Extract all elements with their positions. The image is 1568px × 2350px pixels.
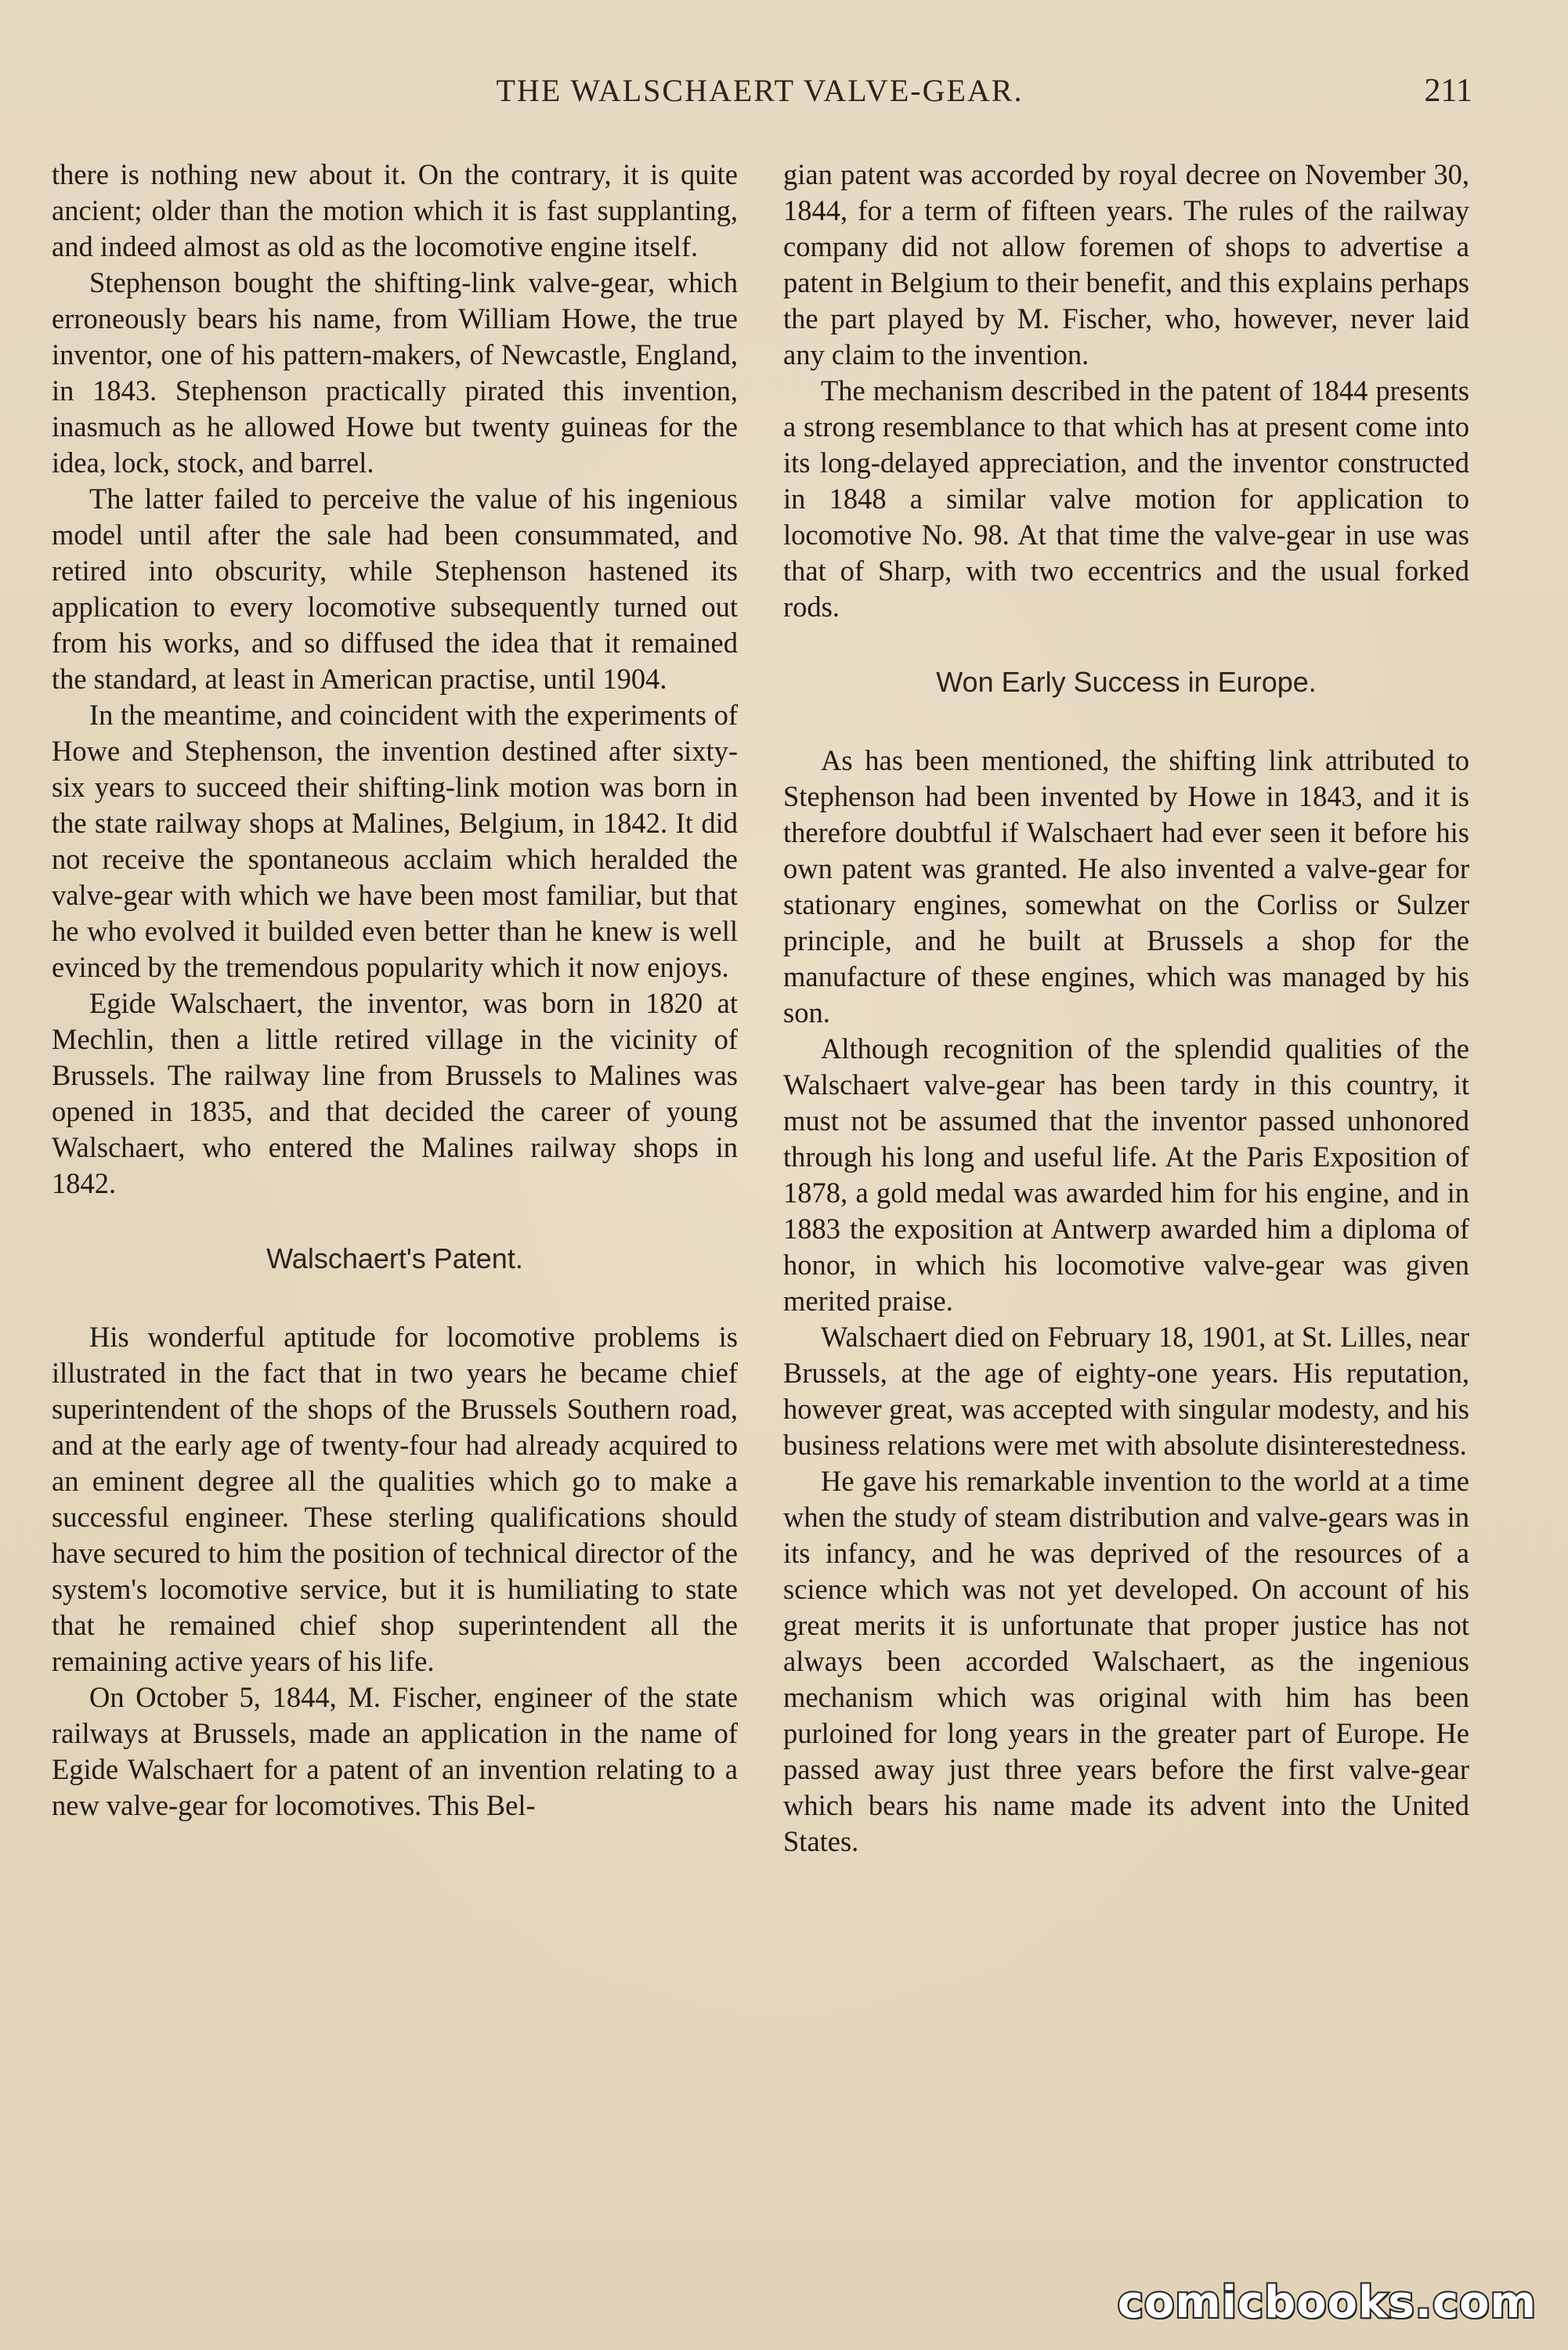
left-paragraph-4: In the meantime, and coincident with the experiments of Howe and Stephenson, the invention destined after sixty-six years to succeed their shifting-link motion was born in the state railway shops at Malines, Belgium, in 1842. It did not receive the spontaneous acclaim which heralded the valve-gear with which we have been most familiar, but that he who evolved it builded even better than he knew is well evinced by the tremendous popularity which it now enjoys. xyxy=(52,699,738,983)
section-heading-won-early-success: Won Early Success in Europe. xyxy=(936,666,1317,698)
left-paragraph-5: Egide Walschaert, the inventor, was born in 1820 at Mechlin, then a little retired village in the vicinity of Brussels. The railway line from Brussels to Malines was opened in 1835, and that decided the career of young Walschaert, who entered the Malines railway shops in 1842. xyxy=(52,987,738,1199)
right-paragraph-5: Walschaert died on February 18, 1901, at St. Lilles, near Brussels, at the age of eighty-one years. His reputation, however great, was accepted with singular modesty, and his business relations were met with absolute disinterestedness. xyxy=(783,1321,1469,1461)
running-title: THE WALSCHAERT VALVE-GEAR. xyxy=(496,73,1024,108)
watermark: comicbooks.com xyxy=(1117,2277,1537,2328)
left-paragraph-7: On October 5, 1844, M. Fischer, engineer of the state railways at Brussels, made an application in the name of Egide Walschaert for a patent of an invention relating to a new valve-gear for locomotives. This Bel- xyxy=(52,1681,738,1821)
page-number: 211 xyxy=(1424,73,1472,109)
right-paragraph-6: He gave his remarkable invention to the world at a time when the study of steam distribution and valve-gears was in its infancy, and he was deprived of the resources of a science which was not yet developed. On account of his great merits it is unfortunate that proper justice has not always been accorded Walschaert, as the ingenious mechanism which was original with him has been purloined for long years in the greater part of Europe. He passed away just three years before the first valve-gear which bears his name made its advent into the United States. xyxy=(783,1465,1469,1857)
right-paragraph-4: Although recognition of the splendid qualities of the Walschaert valve-gear has been tardy in this country, it must not be assumed that the inventor passed unhonored through his long and useful life. At the Paris Exposition of 1878, a gold medal was awarded him for his engine, and in 1883 the exposition at Antwerp awarded him a diploma of honor, in which his locomotive valve-gear was given merited praise. xyxy=(783,1032,1469,1317)
right-column xyxy=(783,157,1469,1860)
left-paragraph-2: Stephenson bought the shifting-link valve-gear, which erroneously bears his name, from William Howe, the true inventor, one of his pattern-makers, of Newcastle, England, in 1843. Stephenson practically pirated this invention, inasmuch as he allowed Howe but twenty guineas for the idea, lock, stock, and barrel. xyxy=(52,266,738,479)
left-paragraph-6: His wonderful aptitude for locomotive problems is illustrated in the fact that in two years he became chief superintendent of the shops of the Brussels Southern road, and at the early age of twenty-four had already acquired to an eminent degree all the qualities which go to make a successful engineer. These sterling qualifications should have secured to him the position of technical director of the system's locomotive service, but it is humiliating to state that he remained chief shop superintendent all the remaining active years of his life. xyxy=(52,1321,738,1677)
page-header xyxy=(47,72,1472,119)
right-paragraph-1: gian patent was accorded by royal decree on November 30, 1844, for a term of fifteen years. The rules of the railway company did not allow foremen of shops to advertise a patent in Belgium to their benefit, and this explains perhaps the part played by M. Fischer, who, however, never laid any claim to the invention. xyxy=(783,158,1469,371)
left-paragraph-1: there is nothing new about it. On the contrary, it is quite ancient; older than the motion which it is fast supplanting, and indeed almost as old as the locomotive engine itself. xyxy=(52,158,738,262)
right-paragraph-2: The mechanism described in the patent of 1844 presents a strong resemblance to that which has at present come into its long-delayed appreciation, and the inventor constructed in 1848 a similar valve motion for application to locomotive No. 98. At that time the valve-gear in use was that of Sharp, with two eccentrics and the usual forked rods. xyxy=(783,374,1469,623)
section-heading-walschaerts-patent: Walschaert's Patent. xyxy=(266,1242,523,1274)
left-column xyxy=(52,157,738,1824)
right-paragraph-3: As has been mentioned, the shifting link attributed to Stephenson had been invented by Howe in 1843, and it is therefore doubtful if Walschaert had ever seen it before his own patent was granted. He also invented a valve-gear for stationary engines, somewhat on the Corliss or Sulzer principle, and he built at Brussels a shop for the manufacture of these engines, which was managed by his son. xyxy=(783,744,1469,1029)
left-paragraph-3: The latter failed to perceive the value of his ingenious model until after the sale had been consummated, and retired into obscurity, while Stephenson hastened its application to every locomotive subsequently turned out from his works, and so diffused the idea that it remained the standard, at least in American practise, until 1904. xyxy=(52,483,738,695)
